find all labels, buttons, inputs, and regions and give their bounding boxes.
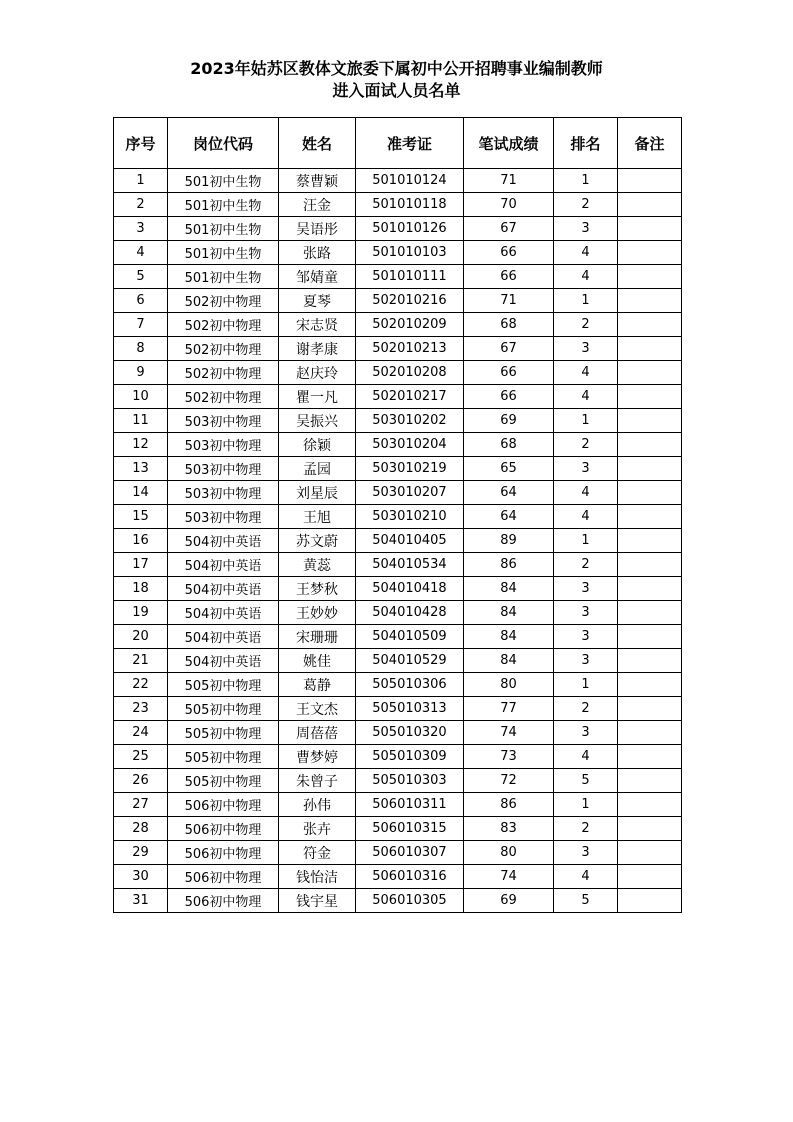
cell-seq: 7 — [114, 313, 168, 337]
cell-ticket: 504010529 — [356, 649, 464, 673]
cell-seq: 2 — [114, 193, 168, 217]
cell-score: 66 — [464, 265, 554, 289]
table-row — [114, 481, 682, 505]
cell-ticket: 506010315 — [356, 817, 464, 841]
cell-seq: 11 — [114, 409, 168, 433]
cell-seq: 6 — [114, 289, 168, 313]
cell-name: 钱怡洁 — [279, 865, 356, 889]
cell-seq: 29 — [114, 841, 168, 865]
cell-remark — [618, 745, 682, 769]
cell-score: 64 — [464, 505, 554, 529]
cell-remark — [618, 361, 682, 385]
cell-remark — [618, 505, 682, 529]
cell-ticket: 506010307 — [356, 841, 464, 865]
table-row — [114, 745, 682, 769]
cell-score: 77 — [464, 697, 554, 721]
cell-ticket: 503010207 — [356, 481, 464, 505]
cell-position-code: 505初中物理 — [168, 673, 279, 697]
cell-ticket: 501010118 — [356, 193, 464, 217]
cell-ticket: 504010418 — [356, 577, 464, 601]
table-row — [114, 217, 682, 241]
cell-rank: 2 — [554, 193, 618, 217]
cell-remark — [618, 697, 682, 721]
cell-remark — [618, 241, 682, 265]
cell-ticket: 505010313 — [356, 697, 464, 721]
cell-seq: 10 — [114, 385, 168, 409]
table-row — [114, 241, 682, 265]
cell-name: 谢孝康 — [279, 337, 356, 361]
cell-position-code: 506初中物理 — [168, 889, 279, 913]
cell-rank: 3 — [554, 625, 618, 649]
cell-rank: 4 — [554, 505, 618, 529]
cell-seq: 18 — [114, 577, 168, 601]
cell-remark — [618, 769, 682, 793]
table-row — [114, 289, 682, 313]
table-row — [114, 313, 682, 337]
cell-name: 赵庆玲 — [279, 361, 356, 385]
cell-ticket: 504010534 — [356, 553, 464, 577]
cell-position-code: 504初中英语 — [168, 577, 279, 601]
cell-seq: 31 — [114, 889, 168, 913]
cell-rank: 3 — [554, 649, 618, 673]
cell-remark — [618, 217, 682, 241]
table-row — [114, 865, 682, 889]
header-rank: 排名 — [554, 118, 618, 169]
cell-ticket: 502010217 — [356, 385, 464, 409]
cell-position-code: 501初中生物 — [168, 241, 279, 265]
cell-score: 68 — [464, 313, 554, 337]
cell-seq: 28 — [114, 817, 168, 841]
table-row — [114, 889, 682, 913]
cell-remark — [618, 385, 682, 409]
cell-position-code: 504初中英语 — [168, 553, 279, 577]
cell-rank: 3 — [554, 841, 618, 865]
table-header-row — [114, 118, 682, 169]
cell-name: 汪金 — [279, 193, 356, 217]
cell-remark — [618, 577, 682, 601]
cell-ticket: 503010204 — [356, 433, 464, 457]
cell-seq: 26 — [114, 769, 168, 793]
cell-remark — [618, 673, 682, 697]
cell-position-code: 504初中英语 — [168, 529, 279, 553]
cell-name: 姚佳 — [279, 649, 356, 673]
cell-seq: 25 — [114, 745, 168, 769]
cell-name: 曹梦婷 — [279, 745, 356, 769]
cell-ticket: 505010303 — [356, 769, 464, 793]
cell-ticket: 505010320 — [356, 721, 464, 745]
page-subtitle: 进入面试人员名单 — [332, 81, 461, 100]
cell-rank: 3 — [554, 337, 618, 361]
cell-rank: 1 — [554, 673, 618, 697]
cell-score: 64 — [464, 481, 554, 505]
header-score: 笔试成绩 — [464, 118, 554, 169]
cell-name: 钱宇星 — [279, 889, 356, 913]
cell-name: 朱曾子 — [279, 769, 356, 793]
cell-rank: 3 — [554, 457, 618, 481]
cell-name: 孙伟 — [279, 793, 356, 817]
cell-ticket: 501010124 — [356, 169, 464, 193]
cell-position-code: 505初中物理 — [168, 721, 279, 745]
cell-rank: 5 — [554, 889, 618, 913]
cell-position-code: 506初中物理 — [168, 841, 279, 865]
interview-list-table — [113, 117, 682, 913]
cell-position-code: 503初中物理 — [168, 433, 279, 457]
table-row — [114, 553, 682, 577]
cell-position-code: 504初中英语 — [168, 625, 279, 649]
cell-seq: 30 — [114, 865, 168, 889]
cell-rank: 5 — [554, 769, 618, 793]
cell-name: 刘星辰 — [279, 481, 356, 505]
cell-score: 70 — [464, 193, 554, 217]
cell-score: 71 — [464, 169, 554, 193]
cell-rank: 2 — [554, 697, 618, 721]
cell-rank: 1 — [554, 169, 618, 193]
cell-position-code: 502初中物理 — [168, 361, 279, 385]
cell-name: 苏文蔚 — [279, 529, 356, 553]
cell-rank: 4 — [554, 385, 618, 409]
cell-remark — [618, 889, 682, 913]
cell-position-code: 505初中物理 — [168, 745, 279, 769]
cell-rank: 2 — [554, 433, 618, 457]
table-row — [114, 457, 682, 481]
cell-score: 84 — [464, 649, 554, 673]
cell-rank: 1 — [554, 529, 618, 553]
header-ticket: 准考证 — [356, 118, 464, 169]
cell-ticket: 504010428 — [356, 601, 464, 625]
table-row — [114, 505, 682, 529]
cell-remark — [618, 721, 682, 745]
cell-remark — [618, 625, 682, 649]
cell-ticket: 505010306 — [356, 673, 464, 697]
cell-position-code: 503初中物理 — [168, 481, 279, 505]
cell-position-code: 504初中英语 — [168, 649, 279, 673]
cell-rank: 4 — [554, 361, 618, 385]
cell-score: 74 — [464, 721, 554, 745]
cell-rank: 4 — [554, 265, 618, 289]
cell-ticket: 506010316 — [356, 865, 464, 889]
cell-rank: 1 — [554, 289, 618, 313]
cell-rank: 1 — [554, 409, 618, 433]
cell-name: 周蓓蓓 — [279, 721, 356, 745]
cell-remark — [618, 289, 682, 313]
cell-rank: 2 — [554, 553, 618, 577]
cell-rank: 2 — [554, 313, 618, 337]
cell-rank: 2 — [554, 817, 618, 841]
cell-remark — [618, 649, 682, 673]
cell-position-code: 501初中生物 — [168, 193, 279, 217]
cell-rank: 3 — [554, 601, 618, 625]
cell-name: 宋珊珊 — [279, 625, 356, 649]
cell-remark — [618, 313, 682, 337]
cell-name: 瞿一凡 — [279, 385, 356, 409]
cell-seq: 12 — [114, 433, 168, 457]
cell-position-code: 506初中物理 — [168, 817, 279, 841]
cell-score: 74 — [464, 865, 554, 889]
table-row — [114, 529, 682, 553]
cell-score: 89 — [464, 529, 554, 553]
cell-position-code: 506初中物理 — [168, 793, 279, 817]
cell-name: 黄蕊 — [279, 553, 356, 577]
cell-position-code: 505初中物理 — [168, 769, 279, 793]
cell-ticket: 503010219 — [356, 457, 464, 481]
cell-seq: 19 — [114, 601, 168, 625]
cell-ticket: 506010305 — [356, 889, 464, 913]
cell-seq: 16 — [114, 529, 168, 553]
cell-seq: 22 — [114, 673, 168, 697]
table-row — [114, 841, 682, 865]
cell-name: 王文杰 — [279, 697, 356, 721]
cell-name: 王梦秋 — [279, 577, 356, 601]
cell-remark — [618, 793, 682, 817]
cell-seq: 27 — [114, 793, 168, 817]
cell-ticket: 501010126 — [356, 217, 464, 241]
table-row — [114, 697, 682, 721]
cell-score: 69 — [464, 409, 554, 433]
cell-remark — [618, 265, 682, 289]
cell-score: 66 — [464, 241, 554, 265]
cell-seq: 14 — [114, 481, 168, 505]
cell-name: 张卉 — [279, 817, 356, 841]
table-row — [114, 601, 682, 625]
cell-ticket: 504010405 — [356, 529, 464, 553]
header-position-code: 岗位代码 — [168, 118, 279, 169]
table-row — [114, 577, 682, 601]
cell-rank: 3 — [554, 577, 618, 601]
cell-remark — [618, 601, 682, 625]
cell-position-code: 502初中物理 — [168, 313, 279, 337]
cell-ticket: 503010210 — [356, 505, 464, 529]
cell-position-code: 502初中物理 — [168, 337, 279, 361]
cell-remark — [618, 865, 682, 889]
cell-score: 84 — [464, 577, 554, 601]
cell-ticket: 502010216 — [356, 289, 464, 313]
cell-rank: 4 — [554, 745, 618, 769]
cell-score: 65 — [464, 457, 554, 481]
cell-seq: 8 — [114, 337, 168, 361]
cell-name: 吴振兴 — [279, 409, 356, 433]
table-row — [114, 409, 682, 433]
cell-seq: 13 — [114, 457, 168, 481]
cell-name: 王旭 — [279, 505, 356, 529]
cell-rank: 3 — [554, 721, 618, 745]
header-seq: 序号 — [114, 118, 168, 169]
cell-seq: 17 — [114, 553, 168, 577]
cell-position-code: 504初中英语 — [168, 601, 279, 625]
cell-seq: 20 — [114, 625, 168, 649]
table-row — [114, 721, 682, 745]
cell-seq: 1 — [114, 169, 168, 193]
cell-score: 84 — [464, 625, 554, 649]
cell-remark — [618, 817, 682, 841]
cell-ticket: 506010311 — [356, 793, 464, 817]
cell-rank: 4 — [554, 865, 618, 889]
page-title: 2023年姑苏区教体文旅委下属初中公开招聘事业编制教师 — [190, 59, 603, 78]
cell-seq: 21 — [114, 649, 168, 673]
cell-score: 67 — [464, 337, 554, 361]
cell-name: 夏琴 — [279, 289, 356, 313]
cell-rank: 4 — [554, 241, 618, 265]
cell-remark — [618, 433, 682, 457]
cell-position-code: 503初中物理 — [168, 505, 279, 529]
cell-position-code: 501初中生物 — [168, 217, 279, 241]
cell-name: 吴语彤 — [279, 217, 356, 241]
cell-position-code: 501初中生物 — [168, 169, 279, 193]
cell-name: 葛静 — [279, 673, 356, 697]
cell-name: 符金 — [279, 841, 356, 865]
cell-score: 80 — [464, 841, 554, 865]
cell-ticket: 502010209 — [356, 313, 464, 337]
cell-score: 72 — [464, 769, 554, 793]
cell-remark — [618, 337, 682, 361]
cell-seq: 3 — [114, 217, 168, 241]
cell-score: 86 — [464, 553, 554, 577]
table-row — [114, 817, 682, 841]
table-row — [114, 169, 682, 193]
cell-seq: 9 — [114, 361, 168, 385]
cell-ticket: 501010111 — [356, 265, 464, 289]
cell-name: 王妙妙 — [279, 601, 356, 625]
cell-position-code: 502初中物理 — [168, 385, 279, 409]
table-row — [114, 673, 682, 697]
header-remark: 备注 — [618, 118, 682, 169]
cell-score: 80 — [464, 673, 554, 697]
cell-remark — [618, 841, 682, 865]
table-row — [114, 337, 682, 361]
cell-seq: 5 — [114, 265, 168, 289]
table-row — [114, 433, 682, 457]
table-row — [114, 649, 682, 673]
cell-seq: 24 — [114, 721, 168, 745]
cell-position-code: 502初中物理 — [168, 289, 279, 313]
cell-position-code: 503初中物理 — [168, 409, 279, 433]
cell-ticket: 502010208 — [356, 361, 464, 385]
cell-score: 69 — [464, 889, 554, 913]
cell-score: 86 — [464, 793, 554, 817]
cell-rank: 1 — [554, 793, 618, 817]
cell-position-code: 506初中物理 — [168, 865, 279, 889]
cell-score: 83 — [464, 817, 554, 841]
cell-seq: 15 — [114, 505, 168, 529]
cell-ticket: 503010202 — [356, 409, 464, 433]
cell-remark — [618, 169, 682, 193]
cell-name: 徐颖 — [279, 433, 356, 457]
table-row — [114, 769, 682, 793]
table-row — [114, 265, 682, 289]
cell-ticket: 502010213 — [356, 337, 464, 361]
cell-name: 邹婧童 — [279, 265, 356, 289]
cell-remark — [618, 409, 682, 433]
cell-position-code: 503初中物理 — [168, 457, 279, 481]
table-row — [114, 793, 682, 817]
cell-score: 71 — [464, 289, 554, 313]
cell-score: 84 — [464, 601, 554, 625]
cell-score: 67 — [464, 217, 554, 241]
header-name: 姓名 — [279, 118, 356, 169]
cell-position-code: 501初中生物 — [168, 265, 279, 289]
cell-ticket: 501010103 — [356, 241, 464, 265]
table-row — [114, 193, 682, 217]
table-row — [114, 625, 682, 649]
cell-seq: 4 — [114, 241, 168, 265]
cell-remark — [618, 457, 682, 481]
cell-remark — [618, 529, 682, 553]
cell-score: 68 — [464, 433, 554, 457]
table-row — [114, 361, 682, 385]
cell-position-code: 505初中物理 — [168, 697, 279, 721]
table-row — [114, 385, 682, 409]
cell-name: 宋志贤 — [279, 313, 356, 337]
cell-score: 66 — [464, 361, 554, 385]
cell-score: 73 — [464, 745, 554, 769]
cell-name: 孟园 — [279, 457, 356, 481]
cell-rank: 3 — [554, 217, 618, 241]
cell-remark — [618, 481, 682, 505]
cell-seq: 23 — [114, 697, 168, 721]
cell-remark — [618, 193, 682, 217]
cell-name: 张路 — [279, 241, 356, 265]
cell-remark — [618, 553, 682, 577]
cell-rank: 4 — [554, 481, 618, 505]
cell-score: 66 — [464, 385, 554, 409]
cell-name: 蔡曹颖 — [279, 169, 356, 193]
cell-ticket: 505010309 — [356, 745, 464, 769]
cell-ticket: 504010509 — [356, 625, 464, 649]
